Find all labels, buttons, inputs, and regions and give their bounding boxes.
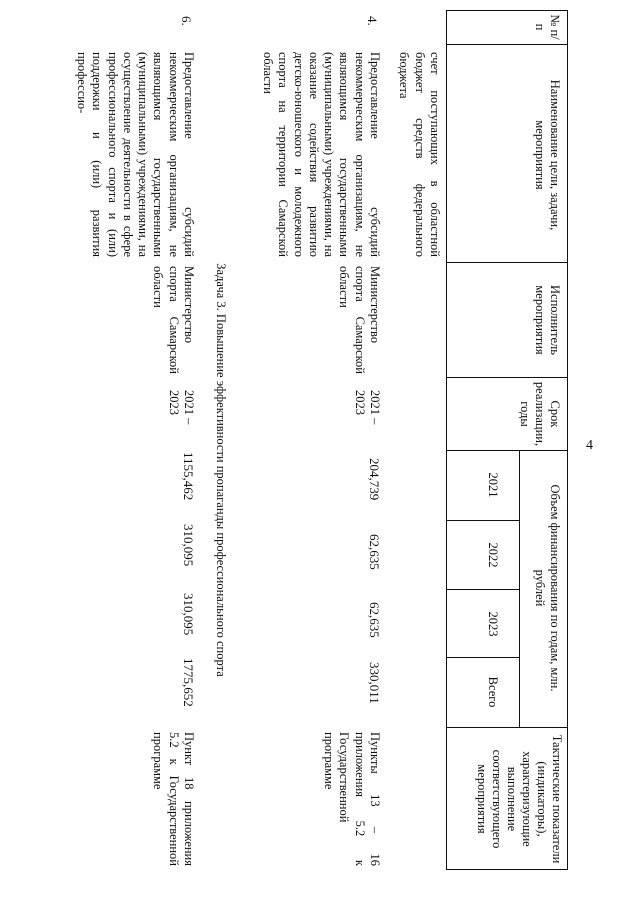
row6-indicators: Пункт 18 приложения 5.2 к Государственной программе xyxy=(151,732,196,866)
header-num: № п/п xyxy=(533,14,562,40)
row4-indicators: Пункты 13 – 16 приложения 5.2 к Государственной программе xyxy=(322,732,382,866)
row4-2021: 204,739 xyxy=(367,458,382,501)
row6-num: 6. xyxy=(179,16,194,26)
row6-executor: Министерство спорта Самарской области xyxy=(151,266,196,374)
header-total: Всего xyxy=(486,676,500,708)
row4-name: Предоставление субсидий некоммерческим организациям, не являющимся государственными (муниципальными) учреждениями, на оказание содействия развитию детско-юношеского и молодежного спорта на территории Самарской области xyxy=(260,52,382,257)
header-executor: Исполнитель мероприятия xyxy=(533,285,562,355)
row6-2023: 310,095 xyxy=(181,593,196,636)
table-header-bottom-border xyxy=(446,10,447,870)
header-financing: Объем финансирования по годам, млн. рублей xyxy=(533,484,562,692)
col-sep xyxy=(446,450,568,451)
col-sep xyxy=(446,657,520,658)
header-name: Наименование цели, задачи, мероприятия xyxy=(533,79,562,231)
row4-num: 4. xyxy=(365,16,380,26)
row6-2021: 1155,462 xyxy=(181,452,196,501)
header-indicators: Тактические показатели (индикаторы), характеризующие выполнение соответствующего мероприятия xyxy=(475,734,564,864)
header-year-2023: 2023 xyxy=(486,611,500,637)
col-sep xyxy=(446,727,568,728)
page-number: 4 xyxy=(586,438,593,453)
row4-executor: Министерство спорта Самарской области xyxy=(337,266,382,374)
col-sep xyxy=(446,589,520,590)
header-term: Срок реализации, годы xyxy=(518,381,562,447)
fin-subheader-border xyxy=(519,450,520,727)
row4-term: 2021 – 2023 xyxy=(352,390,382,425)
table-top-border xyxy=(567,10,568,870)
col-sep xyxy=(446,262,568,263)
table-right-border xyxy=(446,869,568,870)
row4-2022: 62,635 xyxy=(367,534,382,570)
row6-term: 2021 – 2023 xyxy=(166,390,196,425)
header-year-2022: 2022 xyxy=(486,542,500,568)
header-year-2021: 2021 xyxy=(486,472,500,498)
col-sep xyxy=(446,44,568,45)
row6-2022: 310,095 xyxy=(181,524,196,567)
row6-name: Предоставление субсидий некоммерческим организациям, не являющимся государственными (муниципальными) учреждениями, на осуществление деятельности в сфере профессионального спорта и (или) поддержки и (или) развития профессио- xyxy=(74,52,196,257)
row-carry-name: счет поступающих в областной бюджет средств федерального бюджета xyxy=(397,52,442,257)
row6-total: 1775,652 xyxy=(181,658,196,707)
col-sep xyxy=(446,377,568,378)
row4-2023: 62,635 xyxy=(367,602,382,638)
col-sep xyxy=(446,520,520,521)
row4-total: 330,011 xyxy=(367,662,382,704)
task-3-heading: Задача 3. Повышение эффективности пропаганды профессионального спорта xyxy=(214,263,228,677)
